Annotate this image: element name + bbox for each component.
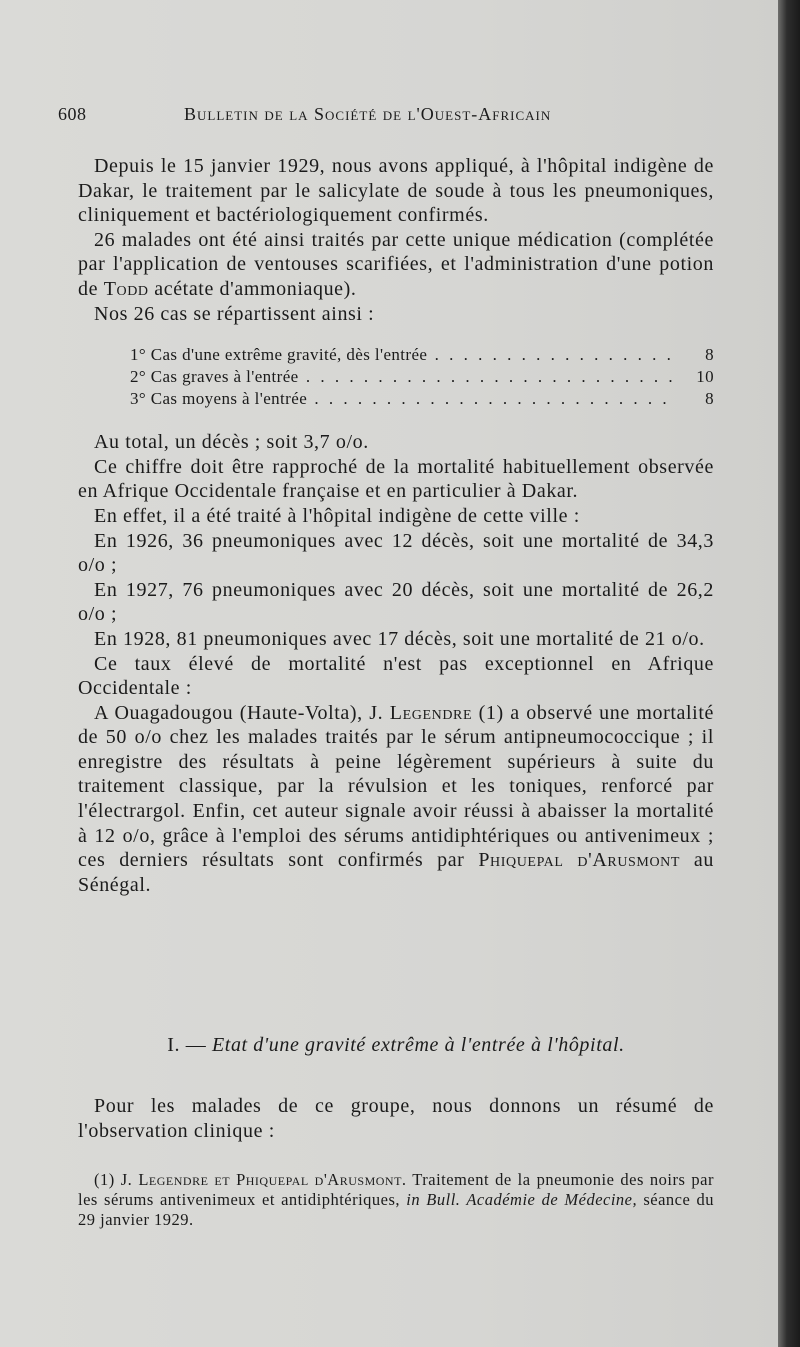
running-title: Bulletin de la Société de l'Ouest-Africain [184,104,552,124]
footnote-journal: in Bull. Académie de Médecine, [406,1190,638,1209]
case-label: 3° Cas moyens à l'entrée . . . [130,388,674,410]
paragraph: Depuis le 15 janvier 1929, nous avons appliqué, à l'hôpital indigène de Dakar, le traitement par le salicylate de soude à tous les pneumoniques, cliniquement et bactériologiquement confirmés. [78,155,714,227]
page-edge [778,0,800,1347]
case-count: 10 [696,367,714,387]
paragraph: Ce chiffre doit être rapproché de la mortalité habituellement observée en Afrique Occidentale française et en particulier à Dakar. [78,455,714,503]
paragraph: Ce taux élevé de mortalité n'est pas exceptionnel en Afrique Occidentale : [78,652,714,700]
list-item [78,366,714,388]
paragraph: Nos 26 cas se répartissent ainsi : [94,302,375,325]
section-number: I. — [167,1034,207,1056]
case-count: 8 [705,345,714,365]
page-number: 608 [58,104,87,124]
case-label: 1° Cas d'une extrême gravité, dès l'entrée . . . [130,344,674,366]
paragraph: Pour les malades de ce groupe, nous donnons un résumé de l'observation clinique : [78,1095,714,1142]
page-header [58,104,718,134]
paragraph: 26 malades ont été ainsi traités par cette unique médication (complétée par l'application de ventouses scarifiées, et l'administration d'une potion de Todd acétate d'ammoniaque). [78,228,714,300]
author-name: Legendre [389,701,473,724]
paragraph: En 1928, 81 pneumoniques avec 17 décès, soit une mortalité de 21 o/o. [94,627,705,650]
section-intro [78,1094,714,1143]
paragraph: En effet, il a été traité à l'hôpital indigène de cette ville : [94,504,580,527]
paragraph: A Ouagadougou (Haute-Volta), J. Legendre (1) a observé une mortalité de 50 o/o chez les malades traités par le sérum antipneumococcique ; il enregistre des résultats à peine légèrement supérieurs à suite du traitement classique, par la révulsion et les toniques, renforcé par l'électrargol. Enfin, cet auteur signale avoir réussi à abaisser la mortalité à 12 o/o, grâce à l'emploi des sérums antidiphtériques ou antivenimeux ; ces derniers résultats sont confirmés par Phiquepal d'Arusmont au Sénégal. [78,701,714,896]
main-text [78,154,714,897]
paragraph: En 1927, 76 pneumoniques avec 20 décès, soit une mortalité de 26,2 o/o ; [78,578,714,626]
list-item [78,388,714,410]
paragraph: En 1926, 36 pneumoniques avec 12 décès, soit une mortalité de 34,3 o/o ; [78,529,714,577]
author-name: Phiquepal d'Arusmont [478,849,681,872]
section-title: Etat d'une gravité extrême à l'entrée à l'hôpital. [211,1034,625,1056]
case-list [78,344,714,410]
author-name: Todd [103,277,149,300]
case-label: 2° Cas graves à l'entrée . . . [130,366,674,388]
footnote: (1) J. Legendre et Phiquepal d'Arusmont. Traitement de la pneumonie des noirs par les sérums antivenimeux et antidiphtériques, in Bull. Académie de Médecine, séance du 29 janvier 1929. [78,1170,715,1229]
list-item [78,344,714,366]
paragraph: Au total, un décès ; soit 3,7 o/o. [94,431,369,454]
footnote-authors: Legendre et Phiquepal d'Arusmont. [138,1170,407,1189]
case-count: 8 [705,389,714,409]
section-heading [78,1034,714,1057]
